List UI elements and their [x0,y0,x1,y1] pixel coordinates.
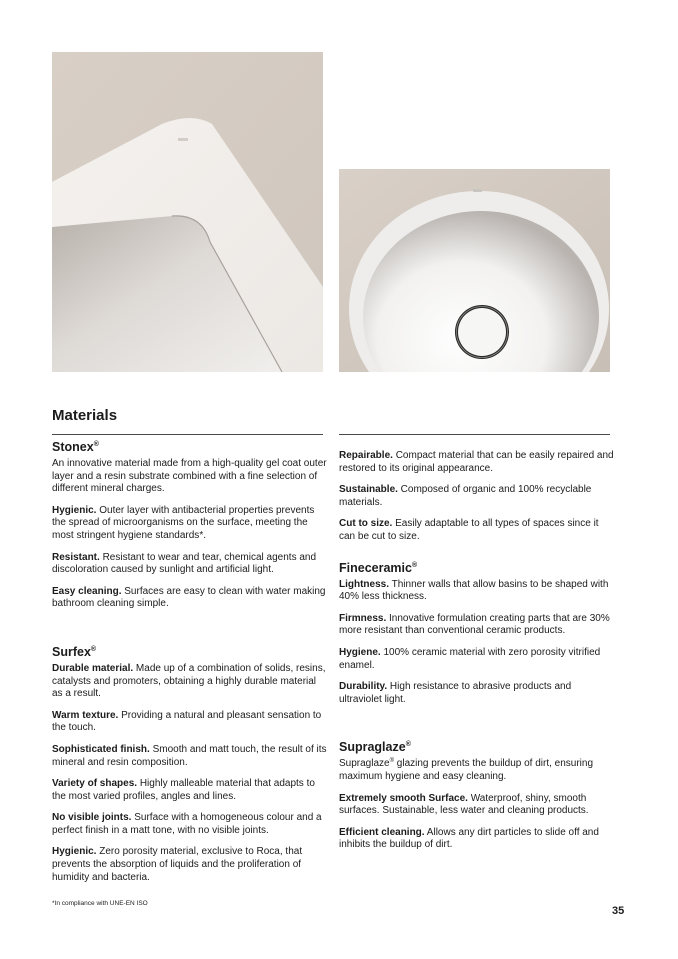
surfex-item: Sophisticated finish. Smooth and matt touch, the result of its mineral and resin composition. [52,743,327,768]
surfex-item: Sustainable. Composed of organic and 100% recyclable materials. [339,484,592,508]
stonex-intro: An innovative material made from a high-quality gel coat outer layer and a resin substrate combined with a fine selection of different mineral charges. [52,458,327,495]
surfex-item: Cut to size. Easily adaptable to all types of spaces since it can be cut to size. [339,518,599,542]
surfex-item: Durable material. Made up of a combination of solids, resins, catalysts and promoters, obtaining a highly durable material as a result. [52,662,326,700]
page-title: Materials [52,407,118,424]
supraglaze-title: Supraglaze® [339,740,411,755]
stonex-item: Resistant. Resistant to wear and tear, chemical agents and discoloration caused by sunlight and artificial light. [52,551,317,576]
fineceramic-section [339,561,615,707]
fineceramic-basin-photo [339,169,610,372]
divider-right [339,434,610,435]
surfex-item: Repairable. Compact material that can be easily repaired and restored to its original appearance. [339,450,614,474]
supraglaze-section [339,740,615,852]
fineceramic-item: Durability. High resistance to abrasive products and ultraviolet light. [339,681,572,705]
stonex-section [52,440,328,611]
stonex-item: Easy cleaning. Surfaces are easy to clean with water making bathroom cleaning simple. [52,585,326,610]
stonex-basin-photo [52,52,323,372]
surfex-item: Warm texture. Providing a natural and pleasant sensation to the touch. [52,709,322,734]
surfex-item: Hygienic. Zero porosity material, exclusive to Roca, that prevents the absorption of liquids and the proliferation of humidity and bacteria. [52,846,303,883]
surfex-title: Surfex® [52,644,97,659]
left-column [52,440,328,893]
fineceramic-title: Fineceramic® [339,560,418,575]
page-number: 35 [612,905,625,917]
right-column [339,450,615,861]
supraglaze-item: Efficient cleaning. Allows any dirt particles to slide off and inhibits the buildup of dirt. [339,826,599,851]
surfex-item: No visible joints. Surface with a homogeneous colour and a perfect finish in a matt tone, with no visible joints. [52,812,322,836]
stonex-title: Stonex® [52,440,99,454]
footnote: *In compliance with UNE-EN ISO [52,900,148,907]
supraglaze-item: Extremely smooth Surface. Waterproof, shiny, smooth surfaces. Sustainable, less water and cleaning products. [339,792,589,817]
fineceramic-item: Firmness. Innovative formulation creating parts that are 30% more resistant than conventional ceramic products. [339,612,610,637]
stonex-item: Hygienic. Outer layer with antibacterial properties prevents the spread of microorganisms on the surface, meeting the most stringent hygiene standards*. [52,504,315,541]
supraglaze-intro: Supraglaze® glazing prevents the buildup of dirt, ensuring maximum hygiene and easy cleaning. [339,758,594,782]
divider-left [52,434,323,435]
surfex-item: Variety of shapes. Highly malleable material that adapts to the most varied profiles, angles and lines. [52,778,315,802]
surfex-continued-section [339,450,615,544]
surfex-section [52,645,328,884]
fineceramic-item: Lightness. Thinner walls that allow basins to be shaped with 40% less thickness. [339,578,609,603]
fineceramic-item: Hygiene. 100% ceramic material with zero porosity vitrified enamel. [339,646,601,671]
